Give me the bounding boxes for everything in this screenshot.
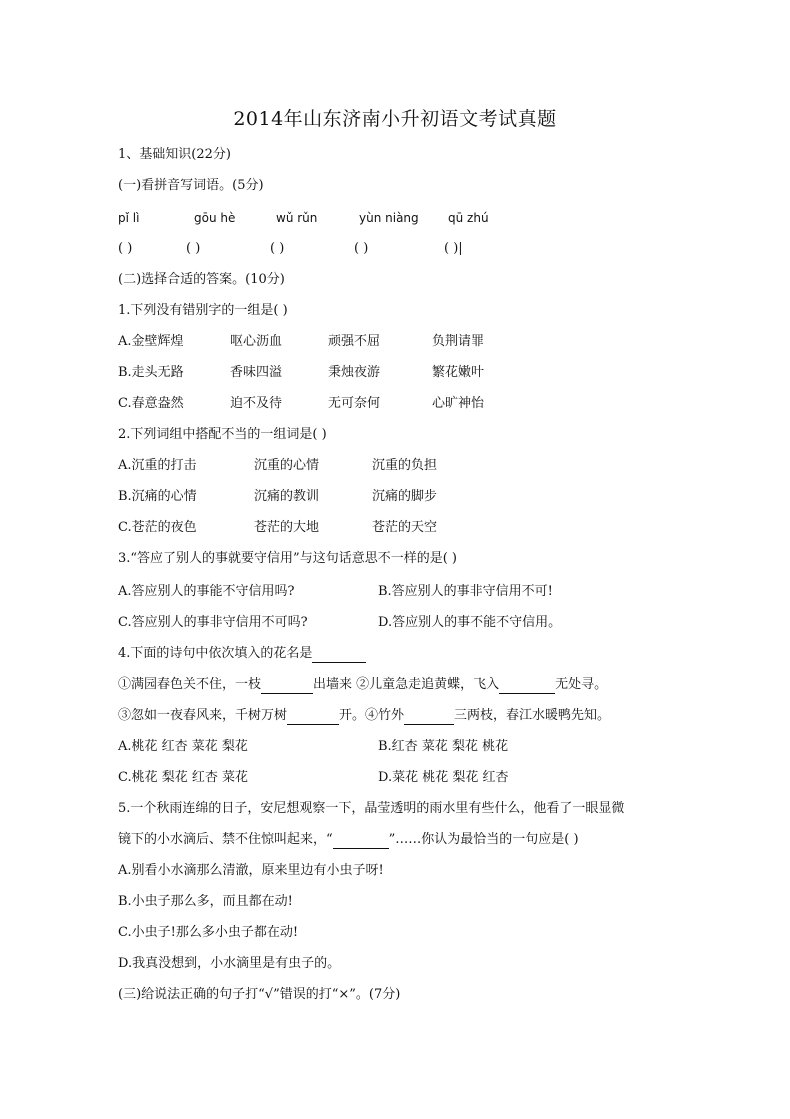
option-cell: A.桃花 红杏 菜花 梨花 (118, 739, 248, 754)
pinyin-item: gōu hè (194, 211, 236, 225)
option-cell: 苍茫的天空 (372, 520, 438, 535)
option-cell: C.答应别人的事非守信用不可吗? (118, 615, 308, 630)
option-cell: 心旷神怡 (432, 396, 485, 411)
q2-option-c (118, 519, 437, 537)
question-2-stem: 2.下列词组中搭配不当的一组词是( ) (118, 427, 327, 442)
option-cell: A.答应别人的事能不守信用吗? (118, 584, 295, 599)
poem-text: ①满园春色关不住，一枝 (118, 677, 262, 692)
option-cell: C.桃花 梨花 红杏 菜花 (118, 770, 249, 785)
option-cell: 迫不及待 (230, 396, 283, 411)
question-3-stem: 3.“答应了别人的事就要守信用”与这句话意思不一样的是( ) (118, 551, 457, 566)
part3-heading: (三)给说法正确的句子打“√”错误的打“×”。(7分) (118, 987, 401, 1002)
answer-blank[interactable] (404, 710, 454, 725)
answer-blank[interactable] (261, 679, 313, 694)
answer-bracket: ( ) (118, 241, 133, 256)
answer-bracket: ( ) (270, 241, 285, 256)
option-cell: A.金壁辉煌 (118, 334, 184, 349)
q5-option-d: D.我真没想到，小水滴里是有虫子的。 (118, 956, 341, 971)
option-cell: C.春意盎然 (118, 396, 184, 411)
answer-bracket: ( ) (186, 241, 201, 256)
option-cell: 沉重的负担 (372, 458, 438, 473)
option-cell: C.苍茫的夜色 (118, 520, 197, 535)
q5-option-b: B.小虫子那么多，而且都在动! (118, 894, 293, 909)
option-cell: 秉烛夜游 (328, 365, 381, 380)
answer-blank[interactable] (287, 710, 339, 725)
q4-options-ab (118, 738, 508, 756)
question-4-stem (118, 645, 366, 663)
part2-heading: (二)选择合适的答案。(10分) (118, 272, 285, 287)
q1-option-b (118, 364, 484, 382)
option-cell: B.红杏 菜花 梨花 桃花 (378, 739, 509, 754)
option-cell: 沉重的心情 (254, 458, 320, 473)
option-cell: 沉痛的脚步 (372, 489, 438, 504)
poem-text: 三两枝，春江水暖鸭先知。 (454, 708, 611, 723)
q2-option-a (118, 457, 437, 475)
q2-option-b (118, 488, 437, 506)
question-5-stem: 5.一个秋雨连绵的日子，安尼想观察一下，晶莹透明的雨水里有些什么，他看了一眼显微 (118, 801, 625, 816)
question-1-stem: 1.下列没有错别字的一组是( ) (118, 303, 288, 318)
question-text: ”……你认为最恰当的一句应是( ) (388, 832, 579, 847)
answer-bracket: ( )| (444, 241, 463, 256)
answer-blank[interactable] (499, 679, 555, 694)
q5-option-a: A.别看小水滴那么清澈，原来里边有小虫子呀! (118, 863, 384, 878)
page-title: 2014年山东济南小升初语文考试真题 (233, 108, 557, 130)
option-cell: 沉痛的教训 (254, 489, 320, 504)
pinyin-item: yùn niàng (359, 211, 419, 225)
pinyin-item: qū zhú (448, 211, 489, 225)
q4-options-cd (118, 769, 509, 787)
option-cell: D.答应别人的事不能不守信用。 (378, 615, 562, 630)
poem-text: 无处寻。 (555, 677, 608, 692)
option-cell: 苍茫的大地 (254, 520, 320, 535)
question-5-stem-continued (118, 831, 579, 849)
poem-text: ③忽如一夜春风来，千树万树 (118, 708, 288, 723)
section-heading: 1、基础知识(22分) (118, 147, 231, 162)
option-cell: B.沉痛的心情 (118, 489, 197, 504)
pinyin-item: wǔ rǔn (276, 211, 318, 225)
option-cell: 无可奈何 (328, 396, 381, 411)
option-cell: A.沉重的打击 (118, 458, 197, 473)
pinyin-item: pǐ lì (118, 211, 140, 225)
option-cell: B.走头无路 (118, 365, 184, 380)
option-cell: 顽强不屈 (328, 334, 381, 349)
option-cell: D.菜花 桃花 梨花 红杏 (378, 770, 509, 785)
option-cell: B.答应别人的事非守信用不可! (378, 584, 553, 599)
answer-bracket: ( ) (354, 241, 369, 256)
poem-text: 开。④竹外 (339, 708, 405, 723)
answer-blank[interactable] (312, 648, 366, 663)
part1-heading: (一)看拼音写词语。(5分) (118, 178, 264, 193)
option-cell: 香味四溢 (230, 365, 283, 380)
q3-options-ab (118, 583, 553, 601)
q5-option-c: C.小虫子!那么多小虫子都在动! (118, 925, 299, 940)
question-text: 4.下面的诗句中依次填入的花名是 (118, 646, 313, 661)
answer-blank[interactable] (333, 834, 389, 849)
q1-option-c (118, 395, 484, 413)
pinyin-row (118, 209, 489, 228)
option-cell: 繁花嫩叶 (432, 365, 485, 380)
poem-line-1 (118, 676, 607, 694)
option-cell: 负荆请罪 (432, 334, 485, 349)
answer-bracket-row (118, 240, 463, 258)
poem-text: 出墙来 ②儿童急走追黄蝶，飞入 (313, 677, 500, 692)
q3-options-cd (118, 614, 561, 632)
option-cell: 呕心沥血 (230, 334, 283, 349)
question-text: 镜下的小水滴后、禁不住惊叫起来，“ (118, 832, 333, 847)
poem-line-2 (118, 707, 610, 725)
q1-option-a (118, 333, 484, 351)
